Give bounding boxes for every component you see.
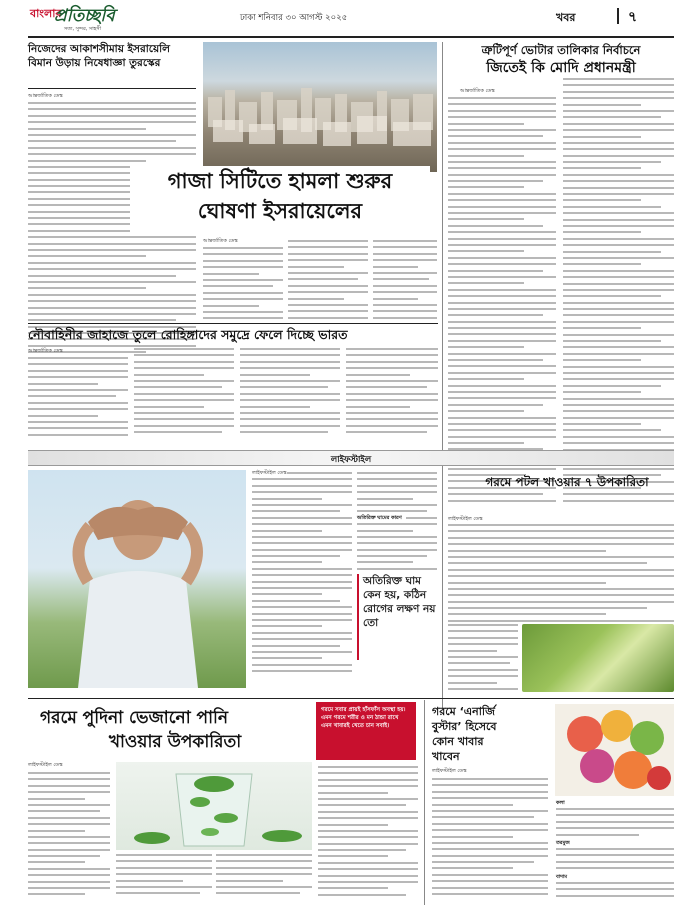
patol-body xyxy=(448,524,674,624)
energy-body-col-4 xyxy=(556,882,674,902)
headline-rule xyxy=(28,88,196,89)
headline-line-2: জিতেই কি মোদি প্রধানমন্ত্রী xyxy=(486,60,636,76)
headline-line-2: বুস্টার’ হিসেবে xyxy=(432,720,497,733)
rohingya-byline: আন্তর্জাতিক ডেস্ক xyxy=(28,348,63,354)
patol-body-2 xyxy=(448,624,518,692)
rohingya-body-col-1 xyxy=(28,357,128,441)
energy-body-col-3 xyxy=(556,848,674,872)
man-silhouette xyxy=(28,470,246,688)
headline-line-2: খাওয়ার উপকারিতা xyxy=(108,732,242,752)
mint-body-col-2 xyxy=(116,854,212,900)
fruit-graphic xyxy=(555,704,674,796)
headline-line-1: গরমে ‘এনার্জি xyxy=(432,705,495,718)
headline-line-1: গরমে পুদিনা ভেজানো পানি xyxy=(40,708,229,728)
sweat-byline: লাইফস্টাইল ডেস্ক xyxy=(252,470,287,476)
column-divider-3 xyxy=(424,700,425,905)
column-divider-2 xyxy=(442,470,443,710)
rohingya-headline: নৌবাহিনীর জাহাজে তুলে রোহিঙ্গাদের সমুদ্রে ফেলে দিচ্ছে ভারত xyxy=(28,327,348,342)
logo-tagline: সত্য, সুন্দর, সাহসী xyxy=(64,26,102,32)
logo-top-text: বাংলার xyxy=(30,7,62,20)
masthead-rule xyxy=(28,36,674,38)
lifestyle-band xyxy=(28,450,674,466)
headline-line-1: গাজা সিটিতে হামলা শুরুর xyxy=(167,169,393,193)
sweat-body-col-1 xyxy=(252,472,352,678)
headline-line-3: কোন খাবার xyxy=(432,735,484,748)
headline-line-1: ত্রুটিপূর্ণ ভোটার তালিকার নির্বাচনে xyxy=(481,43,641,57)
energy-headline xyxy=(432,704,552,764)
lifestyle-band-title: লাইফস্টাইল xyxy=(330,455,372,465)
mint-headline xyxy=(40,706,310,754)
byline: আন্তর্জাতিক ডেস্ক xyxy=(28,93,63,99)
mint-body-col-1 xyxy=(28,772,110,900)
byline: আন্তর্জাতিক ডেস্ক xyxy=(460,88,495,94)
gaza-body-col-2 xyxy=(288,240,368,321)
subhead-watermelon: তরমুজ xyxy=(556,840,570,846)
logo-main-text: প্রতিচ্ছবি xyxy=(54,6,115,26)
patol-headline: গরমে পটল খাওয়ার ৭ উপকারিতা xyxy=(485,475,649,489)
section-divider xyxy=(617,8,619,24)
rohingya-body-col-2 xyxy=(134,348,234,441)
mint-glass-graphic xyxy=(116,762,312,850)
patol-photo xyxy=(522,624,674,692)
gaza-byline: আন্তর্জাতিক ডেস্ক xyxy=(203,238,238,244)
dateline: ঢাকা শনিবার ৩০ আগস্ট ২০২৫ xyxy=(240,13,348,23)
logo xyxy=(30,4,160,38)
mint-callout xyxy=(316,702,416,760)
mint-body-col-3 xyxy=(216,854,312,900)
rohingya-body-col-3 xyxy=(240,348,340,441)
mint-byline: লাইফস্টাইল ডেস্ক xyxy=(28,762,63,768)
rohingya-top-rule xyxy=(28,323,438,324)
sweating-man-photo xyxy=(28,470,246,688)
mint-body-col-4 xyxy=(318,766,418,900)
section-name: খবর xyxy=(556,11,576,24)
energy-body-col-1 xyxy=(432,778,548,900)
gaza-body-col-3 xyxy=(373,240,437,321)
energy-byline: লাইফস্টাইল ডেস্ক xyxy=(432,768,467,774)
callout-text: গরমে সবার প্রায়ই হাঁসফাঁস অবস্থা হয়। এমন গরমে শরীর ও মন ঠান্ডা রাখে এমন খাবারই খেতে চান সবাই। xyxy=(321,707,406,729)
subhead-nuts: বাদাম xyxy=(556,874,568,880)
sweat-subhead: অতিরিক্ত ঘামের কারণ xyxy=(357,515,406,523)
gaza-body-col-1 xyxy=(203,247,283,321)
headline: নিজেদের আকাশসীমায় ইসরায়েলি বিমান উড়ায় নিষেধাজ্ঞা তুরস্কের xyxy=(28,43,171,69)
mint-glass-photo xyxy=(116,762,312,850)
headline-line-2: ঘোষণা ইসরায়েলের xyxy=(197,199,363,223)
fruit-bowl-photo xyxy=(555,704,674,796)
rohingya-body-col-4 xyxy=(346,348,438,441)
gaza-city-photo xyxy=(203,42,437,172)
city-skyline-graphic xyxy=(203,42,437,172)
gaza-headline xyxy=(130,166,430,236)
page-number: ৭ xyxy=(628,9,638,25)
energy-body-col-2 xyxy=(556,808,674,838)
bottom-section-rule xyxy=(28,698,674,699)
headline-line-4: খাবেন xyxy=(432,750,460,763)
patol-byline: লাইফস্টাইল ডেস্ক xyxy=(448,516,483,522)
pullquote-text: অতিরিক্ত ঘাম কেন হয়, কঠিন রোগের লক্ষণ নয় তো xyxy=(363,575,436,629)
sweat-pullquote xyxy=(357,574,441,660)
subhead-banana: কলা xyxy=(556,800,565,806)
